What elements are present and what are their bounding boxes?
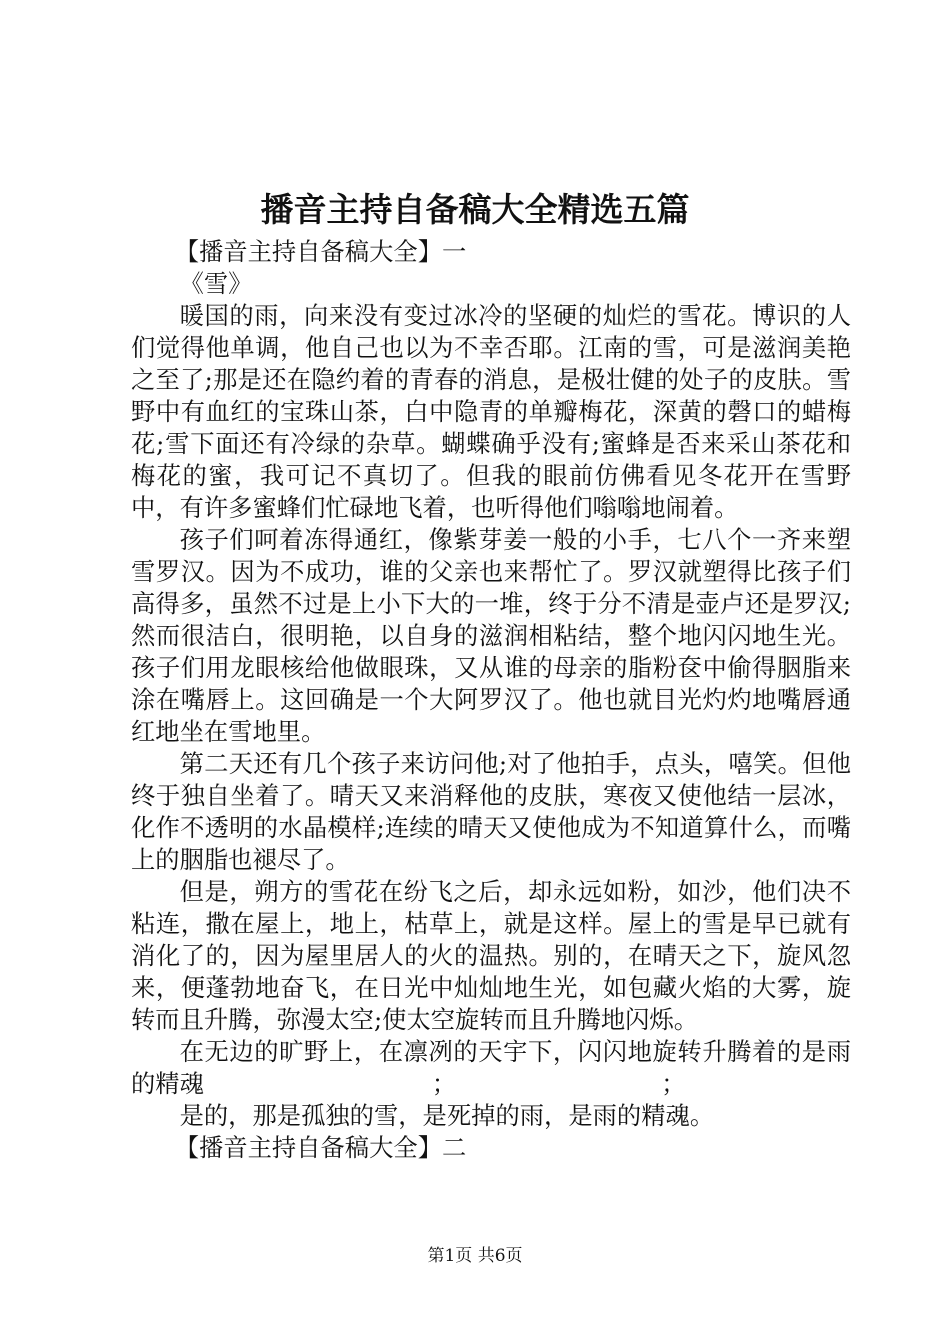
section-heading-1: 【播音主持自备稿大全】一 (174, 237, 467, 266)
closing-line: 是的，那是孤独的雪，是死掉的雨，是雨的精魂。 (179, 1101, 715, 1130)
paragraph-1: 暖国的雨，向来没有变过冰冷的坚硬的灿烂的雪花。博识的人们觉得他单调，他自己也以为不幸否耶。江南的雪，可是滋润美艳之至了;那是还在隐约着的青春的消息，是极壮健的处子的皮肤。雪野中有血红的宝珠山茶，白中隐青的单瓣梅花，深黄的磬口的蜡梅花;雪下面还有冷绿的杂草。蝴蝶确乎没有;蜜蜂是否来采山茶花和梅花的蜜，我可记不真切了。但我的眼前仿佛看见冬花开在雪野中，有许多蜜蜂们忙碌地飞着，也听得他们嗡嗡地闹着。 (131, 301, 851, 522)
paragraph-3: 第二天还有几个孩子来访问他;对了他拍手，点头，嘻笑。但他终于独自坐着了。晴天又来消释他的皮肤，寒夜又使他结一层冰，化作不透明的水晶模样;连续的晴天又使他成为不知道算什么，而嘴上的胭脂也褪尽了。 (131, 749, 851, 874)
paragraph-4: 但是，朔方的雪花在纷飞之后，却永远如粉，如沙，他们决不粘连，撒在屋上，地上，枯草上，就是这样。屋上的雪是早已就有消化了的，因为屋里居人的火的温热。别的，在晴天之下，旋风忽来，便蓬勃地奋飞，在日光中灿灿地生光，如包藏火焰的大雾，旋转而且升腾，弥漫太空;使太空旋转而且升腾地闪烁。 (131, 877, 851, 1034)
poem-title: 《雪》 (179, 269, 253, 298)
semicolon-2: ； (661, 1069, 686, 1098)
page-footer: 第1页 共6页 (427, 1246, 523, 1266)
section-heading-2: 【播音主持自备稿大全】二 (174, 1133, 467, 1162)
paragraph-2: 孩子们呵着冻得通红，像紫芽姜一般的小手，七八个一齐来塑雪罗汉。因为不成功，谁的父亲也来帮忙了。罗汉就塑得比孩子们高得多，虽然不过是上小下大的一堆，终于分不清是壶卢还是罗汉;然而很洁白，很明艳，以自身的滋润相粘结，整个地闪闪地生光。孩子们用龙眼核给他做眼珠，又从谁的母亲的脂粉奁中偷得胭脂来涂在嘴唇上。这回确是一个大阿罗汉了。他也就目光灼灼地嘴唇通红地坐在雪地里。 (131, 525, 851, 746)
paragraph-5 (131, 1036, 851, 1100)
document-body (131, 236, 851, 1164)
paragraph-5-text: 在无边的旷野上，在凛冽的天宇下，闪闪地旋转升腾着的是雨的精魂 (131, 1037, 851, 1098)
document-title: 播音主持自备稿大全精选五篇 (260, 190, 690, 229)
semicolon-1: ； (431, 1069, 457, 1098)
